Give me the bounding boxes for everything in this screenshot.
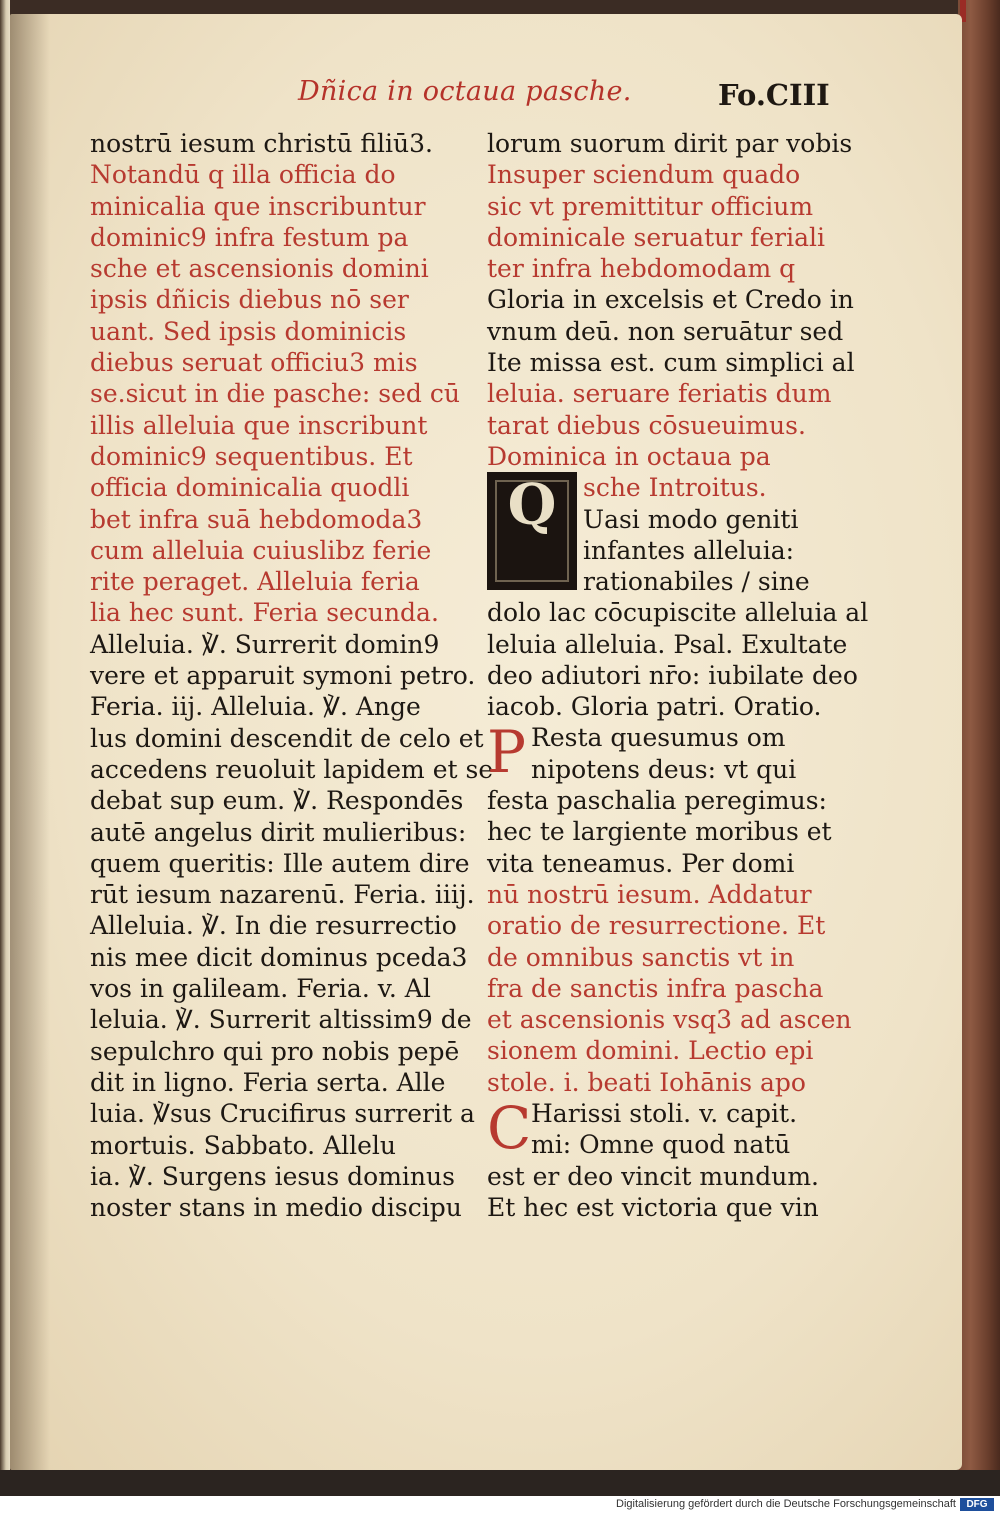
text-line: debat sup eum. ℣. Respondēs: [90, 786, 464, 816]
text-line: leluia alleluia. Psal. Exultate: [487, 629, 848, 659]
text-line: mortuis. Sabbato. Allelu: [90, 1130, 397, 1160]
epistle-initial: C: [487, 1094, 532, 1163]
prayer-initial: P: [487, 718, 527, 787]
text-line: fra de sanctis infra pascha: [487, 973, 824, 1003]
woodcut-letter: Q: [507, 472, 557, 539]
text-line: vere et apparuit symoni petro.: [90, 661, 476, 691]
text-line: est er deo vincit mundum.: [487, 1161, 819, 1191]
text-line: autē angelus dirit mulieribus:: [90, 817, 467, 847]
text-line: dolo lac cōcupiscite alleluia al: [487, 598, 869, 628]
text-line: dominic9 sequentibus. Et: [90, 441, 413, 471]
right-column: [487, 128, 869, 1223]
text-line: mi: Omne quod natū: [531, 1130, 791, 1160]
text-line: leluia. seruare feriatis dum: [487, 379, 832, 409]
footer-bar: [0, 1496, 1000, 1514]
text-line: se.sicut in die pasche: sed cū: [90, 379, 460, 409]
text-line: nipotens deus: vt qui: [531, 754, 797, 784]
text-line: cum alleluia cuiuslibz ferie: [90, 535, 432, 565]
woodcut-initial-block: [487, 472, 829, 597]
scan-bottom-band: [0, 1470, 1000, 1496]
text-line: Uasi modo geniti: [583, 504, 799, 534]
text-line: uant. Sed ipsis dominicis: [90, 316, 407, 346]
text-line: nostrū iesum christū filiū3.: [90, 129, 433, 158]
text-line: luia. ℣sus Crucifirus surrerit a: [90, 1099, 475, 1129]
text-line: minicalia que inscribuntur: [90, 191, 426, 221]
text-line: deo adiutori nr̄o: iubilate deo: [487, 660, 858, 690]
prayer-initial-block: [487, 718, 829, 787]
text-line: rite peraget. Alleluia feria: [90, 567, 420, 597]
text-line: sepulchro qui pro nobis pepē: [90, 1036, 460, 1066]
book-cover-edge: [958, 0, 1000, 1496]
text-line: illis alleluia que inscribunt: [90, 410, 428, 440]
text-line: tarat diebus cōsueuimus.: [487, 410, 806, 440]
text-line: rationabiles / sine: [583, 567, 810, 597]
text-line: sche Introitus.: [583, 473, 767, 503]
text-line: Resta quesumus om: [531, 723, 786, 753]
gutter-shadow: [10, 14, 50, 1470]
text-line: leluia. ℣. Surrerit altissim9 de: [90, 1005, 472, 1035]
text-line: dominic9 infra festum pa: [90, 222, 409, 252]
text-line: infantes alleluia:: [583, 535, 795, 565]
folio-number: Fo.CIII: [718, 78, 830, 112]
text-line: Insuper sciendum quado: [487, 160, 801, 190]
text-line: Harissi stoli. v. capit.: [531, 1099, 798, 1129]
dfg-logo: DFG: [960, 1498, 994, 1511]
text-line: Notandū q illa officia do: [90, 160, 396, 190]
text-line: et ascensionis vsq3 ad ascen: [487, 1005, 852, 1035]
text-line: noster stans in medio discipu: [90, 1193, 462, 1223]
text-line: bet infra suā hebdomoda3: [90, 504, 423, 534]
running-title: Dñica in octaua pasche.: [298, 76, 632, 107]
text-line: lorum suorum dirit par vobis: [487, 129, 853, 158]
text-line: diebus seruat officiu3 mis: [90, 348, 418, 378]
text-line: iacob. Gloria patri. Oratio.: [487, 692, 822, 722]
text-line: oratio de resurrectione. Et: [487, 911, 826, 941]
text-line: Et hec est victoria que vin: [487, 1192, 819, 1222]
text-line: accedens reuoluit lapidem et se: [90, 754, 494, 784]
text-line: vita teneamus. Per domi: [487, 848, 795, 878]
heading-line: Dominica in octaua pa: [487, 441, 771, 471]
text-line: Alleluia. ℣. In die resurrectio: [90, 911, 457, 941]
text-line: lus domini descendit de celo et: [90, 723, 484, 753]
text-line: de omnibus sanctis vt in: [487, 942, 795, 972]
text-line: stole. i. beati Iohānis apo: [487, 1067, 806, 1097]
text-line: sic vt premittitur officium: [487, 191, 814, 221]
text-line: Alleluia. ℣. Surrerit domin9: [90, 629, 440, 659]
text-line: lia hec sunt. Feria secunda.: [90, 598, 439, 628]
left-column: [90, 128, 494, 1223]
text-line: rūt iesum nazarenū. Feria. iiij.: [90, 880, 475, 910]
text-line: ter infra hebdomodam q: [487, 254, 796, 284]
text-line: ipsis dñicis diebus nō ser: [90, 285, 409, 315]
text-line: festa paschalia peregimus:: [487, 786, 827, 816]
text-line: Ite missa est. cum simplici al: [487, 348, 855, 378]
text-line: vos in galileam. Feria. v. Al: [90, 974, 431, 1004]
text-line: hec te largiente moribus et: [487, 817, 832, 847]
text-line: nū nostrū iesum. Addatur: [487, 879, 812, 909]
text-line: Gloria in excelsis et Credo in: [487, 285, 854, 315]
text-line: nis mee dicit dominus pceda3: [90, 942, 468, 972]
book-gutter-edge: [0, 0, 10, 1496]
text-line: officia dominicalia quodli: [90, 473, 410, 503]
text-line: sionem domini. Lectio epi: [487, 1036, 814, 1066]
text-line: dominicale seruatur feriali: [487, 222, 826, 252]
text-line: vnum deū. non seruātur sed: [487, 316, 844, 346]
text-line: ia. ℣. Surgens iesus dominus: [90, 1161, 455, 1191]
text-line: sche et ascensionis domini: [90, 254, 429, 284]
text-line: Feria. iij. Alleluia. ℣. Ange: [90, 692, 421, 722]
text-line: quem queritis: Ille autem dire: [90, 848, 470, 878]
text-line: dit in ligno. Feria serta. Alle: [90, 1067, 446, 1097]
funding-notice: Digitalisierung gefördert durch die Deutsche Forschungsgemeinschaft: [616, 1498, 956, 1510]
woodcut-initial: [487, 472, 577, 590]
epistle-initial-block: [487, 1094, 829, 1163]
